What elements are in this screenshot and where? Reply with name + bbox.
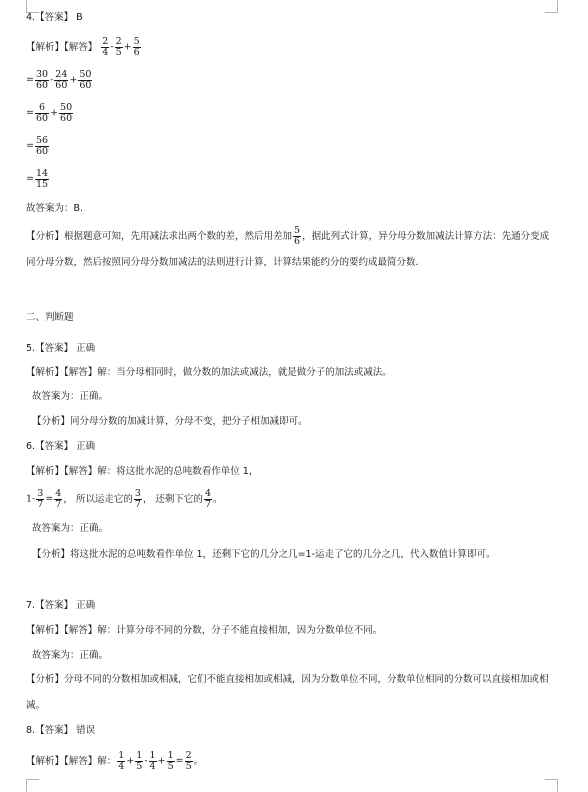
q5-analysis: 【解析】【解答】解：当分母相同时，做分数的加法或减法，就是做分子的加法或减法。 <box>26 367 392 378</box>
fraction: $\frac{5}{6}$ <box>133 36 140 58</box>
q6-fenxi: 【分析】将这批水泥的总吨数看作单位 1，还剩下它的几分之几=1-运走了它的几分之几，代入数值计算即可。 <box>32 549 496 560</box>
q5-fenxi: 【分析】同分母分数的加减计算，分母不变，把分子相加减即可。 <box>32 416 308 427</box>
fraction: $\frac{1}{5}$ <box>136 750 143 772</box>
fraction: $\frac{3}{7}$ <box>37 488 44 510</box>
q4-step3: = $\frac{6}{60}$ + $\frac{50}{60}$ <box>26 102 73 124</box>
crop-mark-bottom-right <box>545 779 558 792</box>
q4-analysis-label: 【解析】【解答】 <box>26 42 98 53</box>
fraction: $\frac{24}{60}$ <box>55 69 68 91</box>
crop-mark-top-right <box>545 0 558 13</box>
fraction: $\frac{2}{5}$ <box>185 750 192 772</box>
q8-analysis-line: 【解析】【解答】解： $\frac{1}{4}$ + $\frac{1}{5}$ - $\frac{1}{4}$ + $\frac{1}{5}$ = $\frac{2}{5}$ 。 <box>26 750 204 772</box>
q5-answer: 5.【答案】 正确 <box>26 343 96 354</box>
q4-analysis-line: 【解析】【解答】 $\frac{2}{4}$ - $\frac{2}{5}$ + $\frac{5}{6}$ <box>26 36 140 58</box>
fraction: $\frac{1}{4}$ <box>149 750 156 772</box>
fraction: $\frac{5}{6}$ <box>294 225 301 247</box>
q7-analysis: 【解析】【解答】解：计算分母不同的分数，分子不能直接相加，因为分数单位不同。 <box>26 625 383 636</box>
q7-answer: 7.【答案】 正确 <box>26 600 96 611</box>
q8-answer: 8.【答案】 错误 <box>26 725 96 736</box>
q4-answer: 4.【答案】 B <box>26 12 83 23</box>
fraction: $\frac{4}{7}$ <box>55 488 62 510</box>
fraction: $\frac{6}{60}$ <box>35 102 49 124</box>
fraction: $\frac{50}{60}$ <box>79 69 92 91</box>
section-title: 二、判断题 <box>26 312 74 323</box>
q7-fenxi: 【分析】分母不同的分数相加或相减，它们不能直接相加或相减，因为分数单位不同，分数单位相同的分数可以直接相加或相减。 <box>26 674 549 711</box>
q5-conclusion: 故答案为：正确。 <box>32 391 109 402</box>
fraction: $\frac{30}{60}$ <box>35 69 49 91</box>
fraction: $\frac{2}{5}$ <box>115 36 122 58</box>
fraction: $\frac{50}{60}$ <box>60 102 73 124</box>
fraction: $\frac{1}{5}$ <box>167 750 174 772</box>
q4-conclusion: 故答案为：B. <box>26 203 84 214</box>
q7-conclusion: 故答案为：正确。 <box>32 650 109 661</box>
fraction: $\frac{4}{7}$ <box>204 488 211 510</box>
q6-answer: 6.【答案】 正确 <box>26 441 96 452</box>
q6-conclusion: 故答案为：正确。 <box>32 523 109 534</box>
fraction: $\frac{14}{15}$ <box>35 168 49 190</box>
q6-calc: 1- $\frac{3}{7}$ = $\frac{4}{7}$ ， 所以运走它的 $\frac{3}{7}$ ， 还剩下它的 $\frac{4}{7}$ 。 <box>26 488 223 510</box>
crop-mark-bottom-left <box>26 779 39 792</box>
fraction: $\frac{3}{7}$ <box>134 488 141 510</box>
q6-analysis: 【解析】【解答】解：将这批水泥的总吨数看作单位 1， <box>26 466 259 477</box>
fraction: $\frac{1}{4}$ <box>118 750 125 772</box>
fraction: $\frac{56}{60}$ <box>35 135 49 157</box>
q4-step2: = $\frac{30}{60}$ - $\frac{24}{60}$ + $\frac{50}{60}$ <box>26 69 92 91</box>
q4-fenxi: 【分析】根据题意可知，先用减法求出两个数的差，然后用差加 $\frac{5}{6}$ ，据此列式计算，异分母分数加减法计算方法：先通分变成同分母分数，然后按照同分母分数加减法的法则进行计算，计算结果能约分的要约成最简分数. <box>26 225 550 268</box>
q4-step4: = $\frac{56}{60}$ <box>26 135 49 157</box>
q4-step5: = $\frac{14}{15}$ <box>26 168 49 190</box>
fraction: $\frac{2}{4}$ <box>102 36 109 58</box>
